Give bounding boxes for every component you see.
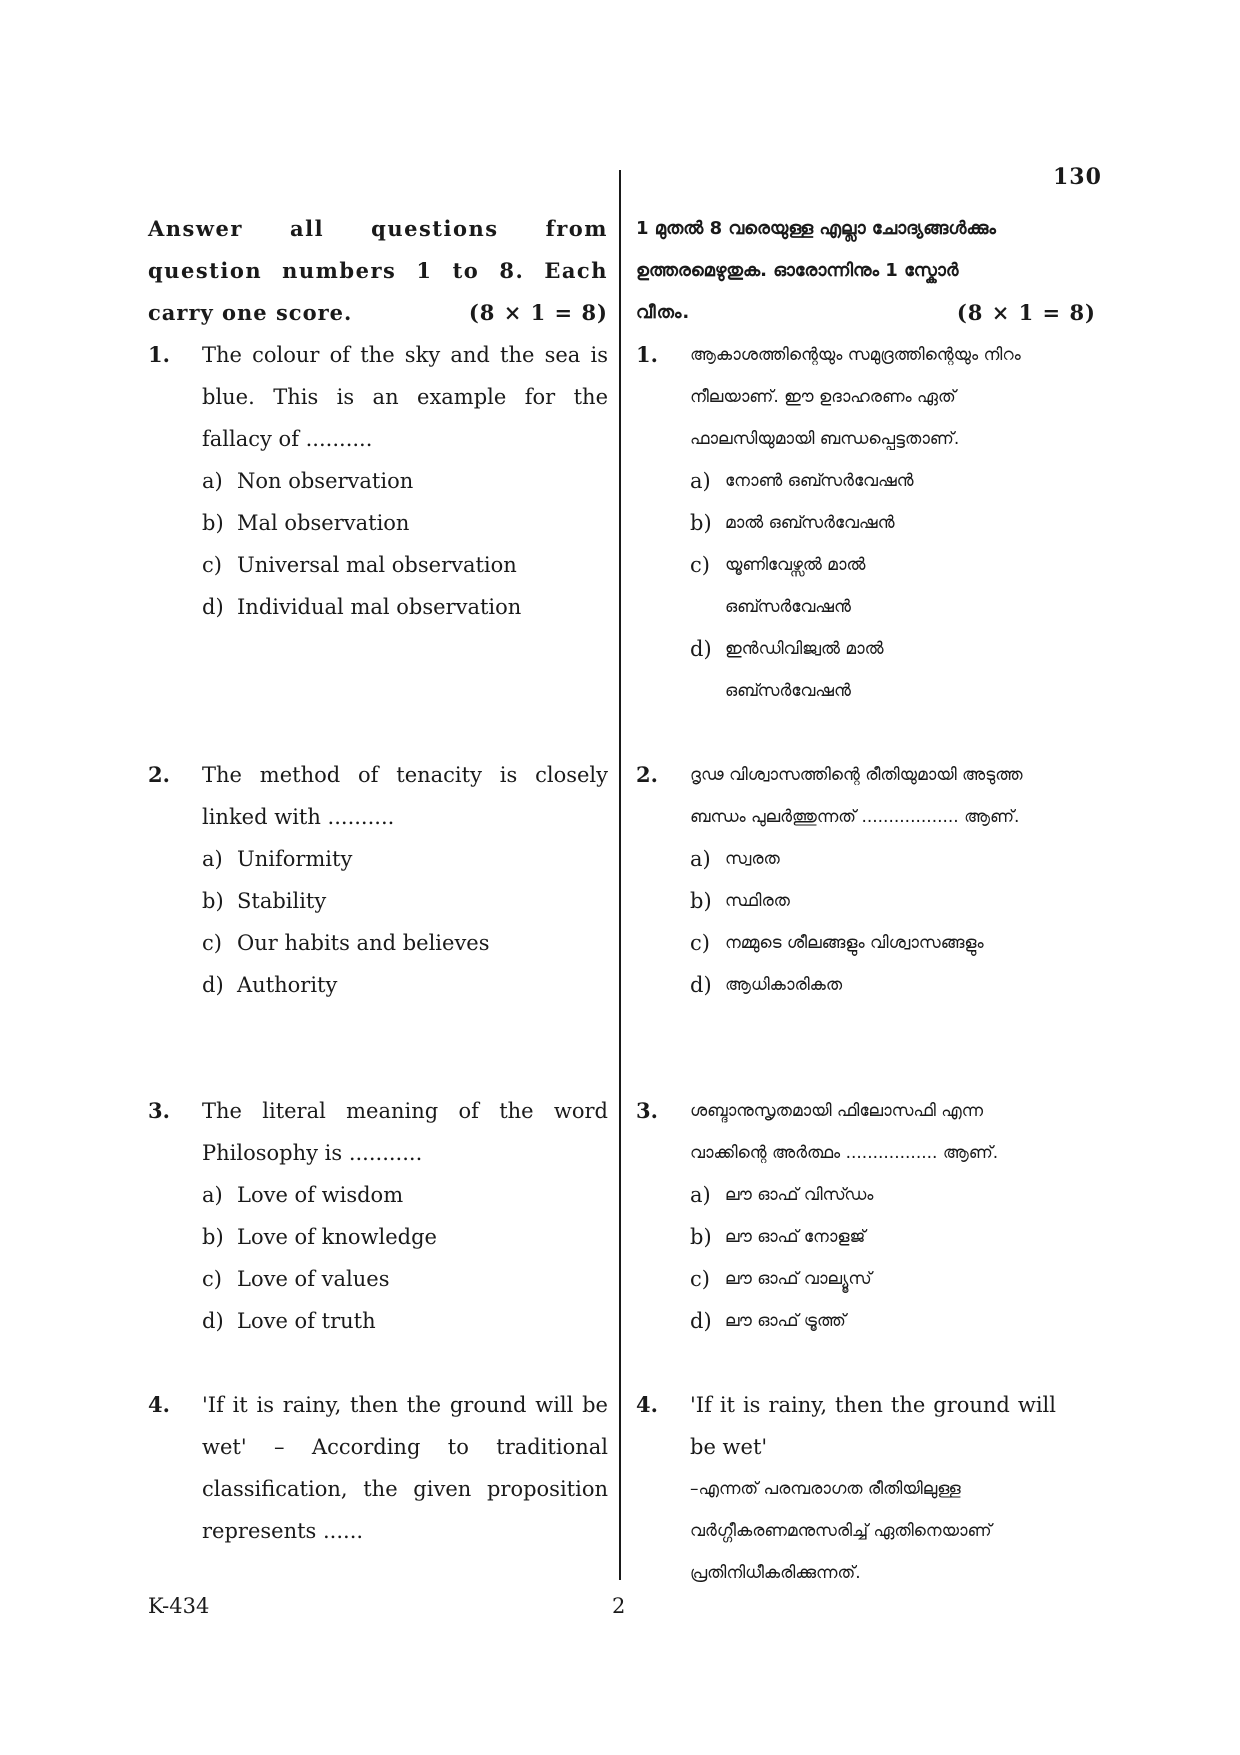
option-d: [690, 628, 1096, 712]
option-text: മാൽ ഒബ്സർവേഷൻ: [725, 513, 895, 533]
option-text: Love of values: [237, 1267, 390, 1291]
option-letter: c): [202, 931, 222, 955]
question-4: [148, 1384, 608, 1552]
option-text: നമ്മുടെ ശീലങ്ങളും വിശ്വാസങ്ങളും: [725, 933, 984, 953]
paper-code: K-434: [148, 1594, 210, 1618]
option-c: [202, 544, 608, 586]
option-text: ലൗ ഓഫ് വാല്യൂസ്: [725, 1269, 872, 1289]
question-stem: ശബ്ദാനുസൃതമായി ഫിലോസഫി എന്ന വാക്കിന്റെ അർത്ഥം ................. ആണ്.: [690, 1101, 999, 1163]
instructions-malayalam: [636, 208, 1096, 334]
option-c: [690, 544, 1096, 628]
option-letter: d): [202, 973, 224, 997]
option-letter: b): [690, 1225, 712, 1249]
question-stem: The colour of the sky and the sea is blue. This is an example for the fallacy of ..........: [202, 343, 608, 451]
option-letter: c): [690, 931, 710, 955]
option-text: ലൗ ഓഫ് ട്രൂത്ത്: [725, 1311, 846, 1331]
option-letter: a): [690, 1183, 711, 1207]
option-text: Authority: [237, 973, 338, 997]
option-text: ലൗ ഓഫ് നോളജ്: [725, 1227, 866, 1247]
instruction-line: question numbers 1 to 8. Each: [148, 258, 608, 283]
option-b: [690, 880, 1096, 922]
question-number: 4.: [636, 1392, 658, 1417]
option-b: [690, 1216, 1096, 1258]
option-text: Individual mal observation: [237, 595, 522, 619]
option-d: [202, 964, 608, 1006]
marks-scheme: (8 × 1 = 8): [956, 300, 1096, 325]
option-a: [202, 1174, 608, 1216]
option-letter: c): [690, 553, 710, 577]
instruction-text: വീതം.: [636, 302, 691, 323]
question-2: [148, 754, 608, 1006]
page-number: 130: [1053, 164, 1102, 190]
question-stem: The literal meaning of the word Philosophy is ...........: [202, 1099, 608, 1165]
marks-scheme: (8 × 1 = 8): [468, 300, 608, 325]
option-letter: d): [690, 1309, 712, 1333]
option-text: ഇൻഡിവിജ്വൽ മാൽ ഒബ്സർവേഷൻ: [725, 639, 884, 701]
option-text: Love of knowledge: [237, 1225, 437, 1249]
question-number: 2.: [636, 762, 658, 787]
option-letter: a): [690, 469, 711, 493]
option-text: Our habits and believes: [237, 931, 490, 955]
question-number: 1.: [636, 342, 658, 367]
option-letter: b): [202, 511, 224, 535]
option-text: Non observation: [237, 469, 414, 493]
footer-page-number: 2: [612, 1594, 626, 1618]
option-b: [202, 502, 608, 544]
option-letter: d): [202, 595, 224, 619]
question-stem-english: 'If it is rainy, then the ground will be wet': [690, 1393, 1056, 1459]
instruction-line: [148, 292, 608, 334]
english-column: [148, 208, 608, 1543]
option-d: [202, 1300, 608, 1342]
option-letter: b): [202, 889, 224, 913]
option-a: [690, 1174, 1096, 1216]
option-text: ആധികാരികത: [725, 975, 843, 995]
option-a: [690, 460, 1096, 502]
instruction-line: [636, 292, 1096, 334]
option-letter: d): [202, 1309, 224, 1333]
instruction-line: ഉത്തരമെഴുതുക. ഓരോന്നിനും 1 സ്കോർ: [636, 260, 959, 281]
option-text: നോൺ ഒബ്സർവേഷൻ: [725, 471, 914, 491]
option-letter: a): [202, 469, 223, 493]
question-3: [148, 1090, 608, 1342]
option-letter: c): [202, 1267, 222, 1291]
malayalam-column: [636, 208, 1096, 1583]
option-b: [202, 1216, 608, 1258]
question-stem: 'If it is rainy, then the ground will be wet' – According to traditional classification, the given proposition represents ......: [202, 1393, 608, 1543]
option-letter: a): [690, 847, 711, 871]
question-stem: ദൃഢ വിശ്വാസത്തിന്റെ രീതിയുമായി അടുത്ത ബന്ധം പുലർത്തുന്നത് .................. ആണ്.: [690, 765, 1023, 827]
option-text: സ്വരത: [725, 849, 780, 869]
question-1: [636, 334, 1096, 712]
option-text: Stability: [237, 889, 327, 913]
option-letter: b): [690, 889, 712, 913]
option-c: [690, 1258, 1096, 1300]
question-number: 4.: [148, 1392, 170, 1417]
option-letter: c): [202, 553, 222, 577]
question-stem: –എന്നത് പരമ്പരാഗത രീതിയിലുള്ള വർഗ്ഗീകരണമനുസരിച്ച് ഏതിനെയാണ് പ്രതിനിധീകരിക്കുന്നത്.: [690, 1479, 992, 1583]
option-text: Mal observation: [237, 511, 410, 535]
instructions-english: [148, 208, 608, 334]
option-d: [690, 1300, 1096, 1342]
option-letter: b): [202, 1225, 224, 1249]
option-text: സ്ഥിരത: [725, 891, 790, 911]
option-c: [202, 922, 608, 964]
option-c: [690, 922, 1096, 964]
option-c: [202, 1258, 608, 1300]
option-a: [202, 460, 608, 502]
option-text: യൂണിവേഴ്സൽ മാൽ ഒബ്സർവേഷൻ: [725, 555, 866, 617]
question-stem: ആകാശത്തിന്റെയും സമുദ്രത്തിന്റെയും നിറം നീലയാണ്. ഈ ഉദാഹരണം ഏത് ഫാലസിയുമായി ബന്ധപ്പെട്ടതാണ്.: [690, 345, 1021, 449]
option-text: ലൗ ഓഫ് വിസ്ഡം: [725, 1185, 874, 1205]
question-stem: The method of tenacity is closely linked with ..........: [202, 763, 608, 829]
option-text: Uniformity: [237, 847, 353, 871]
instruction-line: Answer all questions from: [148, 216, 608, 241]
question-number: 3.: [148, 1098, 170, 1123]
instruction-line: 1 മുതൽ 8 വരെയുള്ള എല്ലാ ചോദ്യങ്ങൾക്കും: [636, 218, 996, 239]
question-1: [148, 334, 608, 628]
option-d: [202, 586, 608, 628]
question-4: [636, 1384, 1096, 1594]
option-letter: a): [202, 847, 223, 871]
question-number: 2.: [148, 762, 170, 787]
option-letter: d): [690, 973, 712, 997]
option-text: Love of wisdom: [237, 1183, 404, 1207]
option-letter: a): [202, 1183, 223, 1207]
question-2: [636, 754, 1096, 1006]
column-divider: [619, 170, 621, 1580]
instruction-text: carry one score.: [148, 300, 353, 325]
option-letter: d): [690, 637, 712, 661]
question-3: [636, 1090, 1096, 1342]
option-text: Love of truth: [237, 1309, 376, 1333]
option-letter: b): [690, 511, 712, 535]
option-d: [690, 964, 1096, 1006]
question-number: 1.: [148, 342, 170, 367]
option-text: Universal mal observation: [237, 553, 517, 577]
option-a: [202, 838, 608, 880]
option-b: [690, 502, 1096, 544]
option-b: [202, 880, 608, 922]
option-letter: c): [690, 1267, 710, 1291]
question-number: 3.: [636, 1098, 658, 1123]
option-a: [690, 838, 1096, 880]
